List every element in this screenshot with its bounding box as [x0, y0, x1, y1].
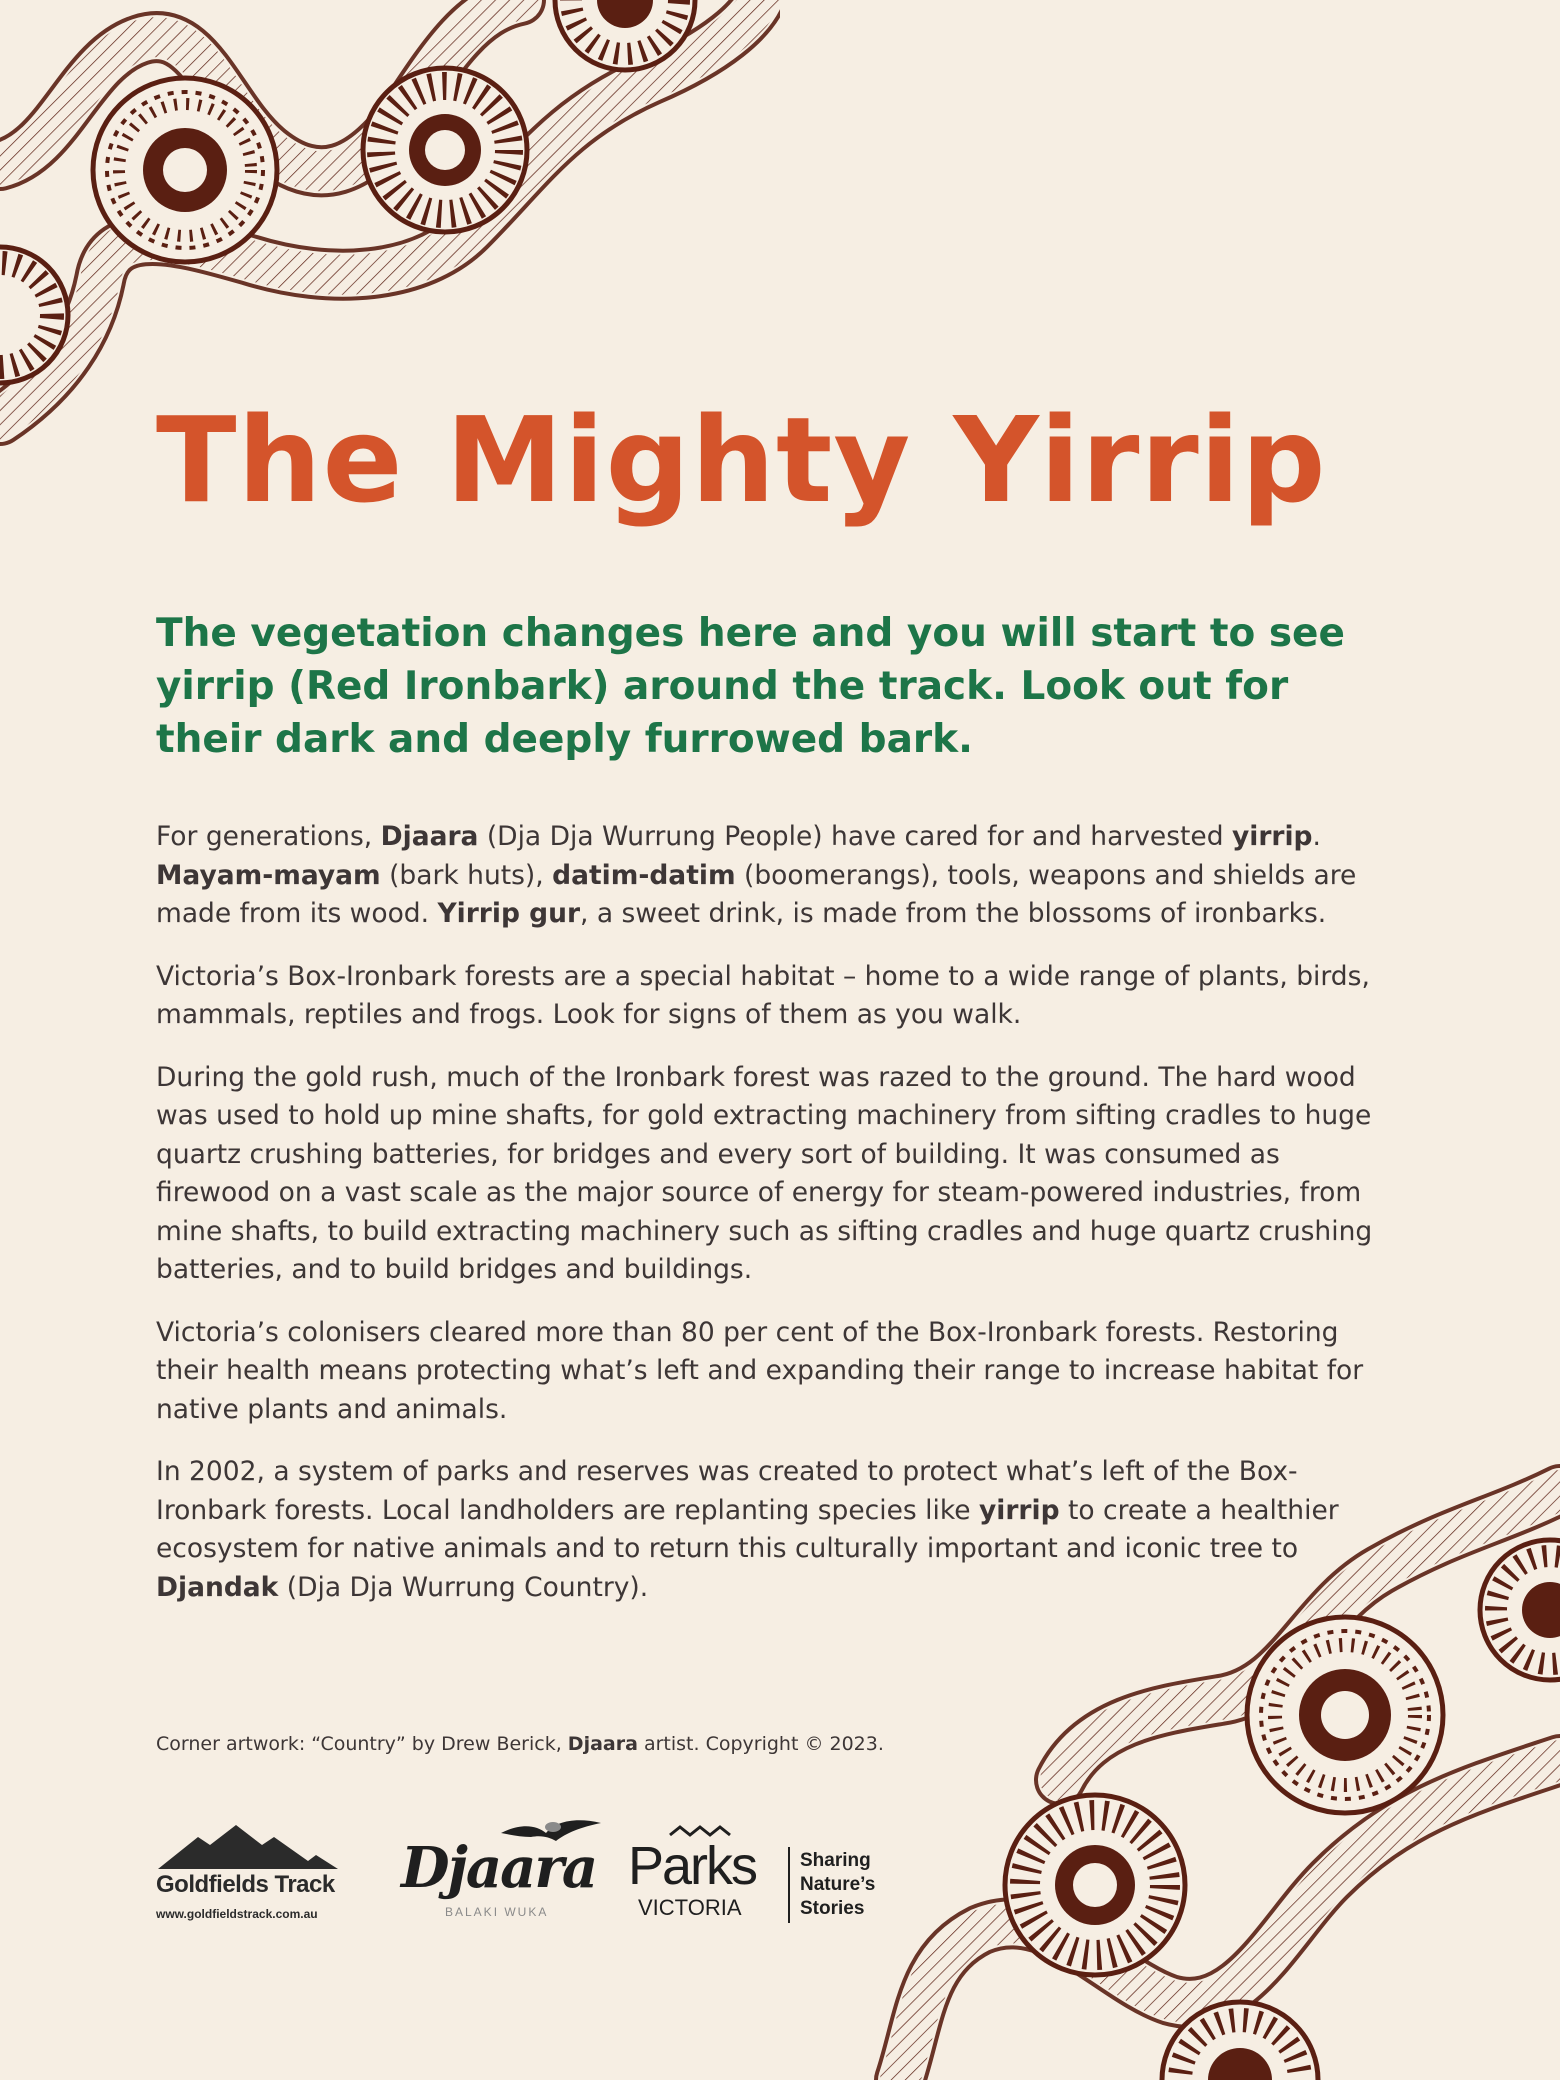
parks-tag-line-2: Nature’s: [800, 1874, 876, 1895]
parks-divider: [788, 1847, 790, 1923]
intro-bold-yirrip: yirrip: [156, 664, 275, 709]
artwork-circle-5: [1005, 1795, 1185, 1975]
parks-tagline: [800, 1849, 875, 1921]
intro-paragraph: [156, 607, 1386, 766]
credit-text-2: artist. Copyright © 2023.: [637, 1733, 884, 1755]
artwork-circle-7: [1480, 1540, 1560, 1680]
djaara-logo: [401, 1815, 601, 1935]
goldfields-name: Goldfields Track: [156, 1871, 335, 1898]
p1-text-4: (bark huts),: [380, 859, 553, 891]
goldfields-url: www.goldfieldstrack.com.au: [156, 1907, 318, 1921]
p1-text-2: (Dja Dja Wurrung People) have cared for and harvested: [478, 821, 1232, 852]
p5-text-1: In 2002, a system of parks and reserves was created to protect what’s left of the Box-Ironbark forests. Local landholders are replanting species like: [156, 1456, 1298, 1526]
p5-text-2: to create a healthier ecosystem for native animals and to return this culturally important and iconic tree to: [156, 1494, 1339, 1564]
goldfields-track-logo: [156, 1815, 346, 1935]
p5-bold-djandak: Djandak: [156, 1571, 279, 1603]
parks-tag-line-1: Sharing: [800, 1850, 871, 1871]
djaara-name: Djaara: [401, 1835, 597, 1901]
paragraph-2: Victoria’s Box-Ironbark forests are a special habitat – home to a wide range of plants, birds, mammals, reptiles and frogs. Look for signs of them as you walk.: [156, 960, 1370, 1030]
partner-logos: [156, 1815, 916, 1935]
artwork-circle-1: [93, 78, 277, 262]
djaara-subtitle: BALAKI WUKA: [445, 1905, 549, 1919]
p5-bold-yirrip: yirrip: [978, 1494, 1060, 1526]
intro-text-1: The vegetation changes here and you will start to see: [156, 611, 1345, 656]
body-text: [156, 818, 1386, 1631]
paragraph-5: [156, 1453, 1386, 1607]
paragraph-3: During the gold rush, much of the Ironbark forest was razed to the ground. The hard wood was used to hold up mine shafts, for gold extracting machinery from sifting cradles to huge quartz crushing batteries, for bridges and every sort of building. It was consumed as firewood on a vast scale as the major source of energy for steam-powered industries, from mine shafts, to build extracting machinery such as sifting cradles and huge quartz crushing batteries, and to build bridges and buildings.: [156, 1061, 1373, 1285]
credit-text-1: Corner artwork: “Country” by Drew Berick,: [156, 1733, 568, 1755]
parks-tag-line-3: Stories: [800, 1898, 865, 1919]
intro-text-2: (Red Ironbark) around the track. Look out for their dark and deeply furrowed bark.: [156, 664, 1289, 762]
p1-bold-datim: datim-datim: [552, 859, 736, 891]
p1-text-3: .: [1312, 821, 1321, 852]
parks-victoria-logo: [628, 1815, 908, 1935]
mountains-icon: [158, 1823, 338, 1869]
artwork-circle-6: [1247, 1617, 1443, 1813]
parks-subtitle: VICTORIA: [638, 1895, 742, 1920]
p1-bold-yirrip: yirrip: [1231, 821, 1313, 852]
p1-bold-djaara: Djaara: [380, 821, 479, 852]
paragraph-4: Victoria’s colonisers cleared more than 80 per cent of the Box-Ironbark forests. Restoring their health means protecting what’s left and expanding their range to increase habitat for native plants and animals.: [156, 1316, 1364, 1425]
artwork-credit: [156, 1731, 884, 1757]
p1-text-6: , a sweet drink, is made from the blossoms of ironbarks.: [580, 898, 1327, 929]
paragraph-1: [156, 818, 1386, 934]
p5-text-3: (Dja Dja Wurrung Country).: [278, 1571, 649, 1603]
p1-bold-yirrip-gur: Yirrip gur: [437, 898, 581, 929]
page-title: The Mighty Yirrip: [156, 391, 1327, 529]
p1-text-5: (boomerangs), tools, weapons and shields are made from its wood.: [156, 859, 1357, 929]
p1-bold-mayam: Mayam-mayam: [156, 859, 381, 891]
artwork-circle-2: [363, 68, 527, 232]
parks-name: Parks: [628, 1836, 757, 1896]
credit-bold-djaara: Djaara: [567, 1733, 638, 1755]
p1-text-1: For generations,: [156, 821, 381, 852]
